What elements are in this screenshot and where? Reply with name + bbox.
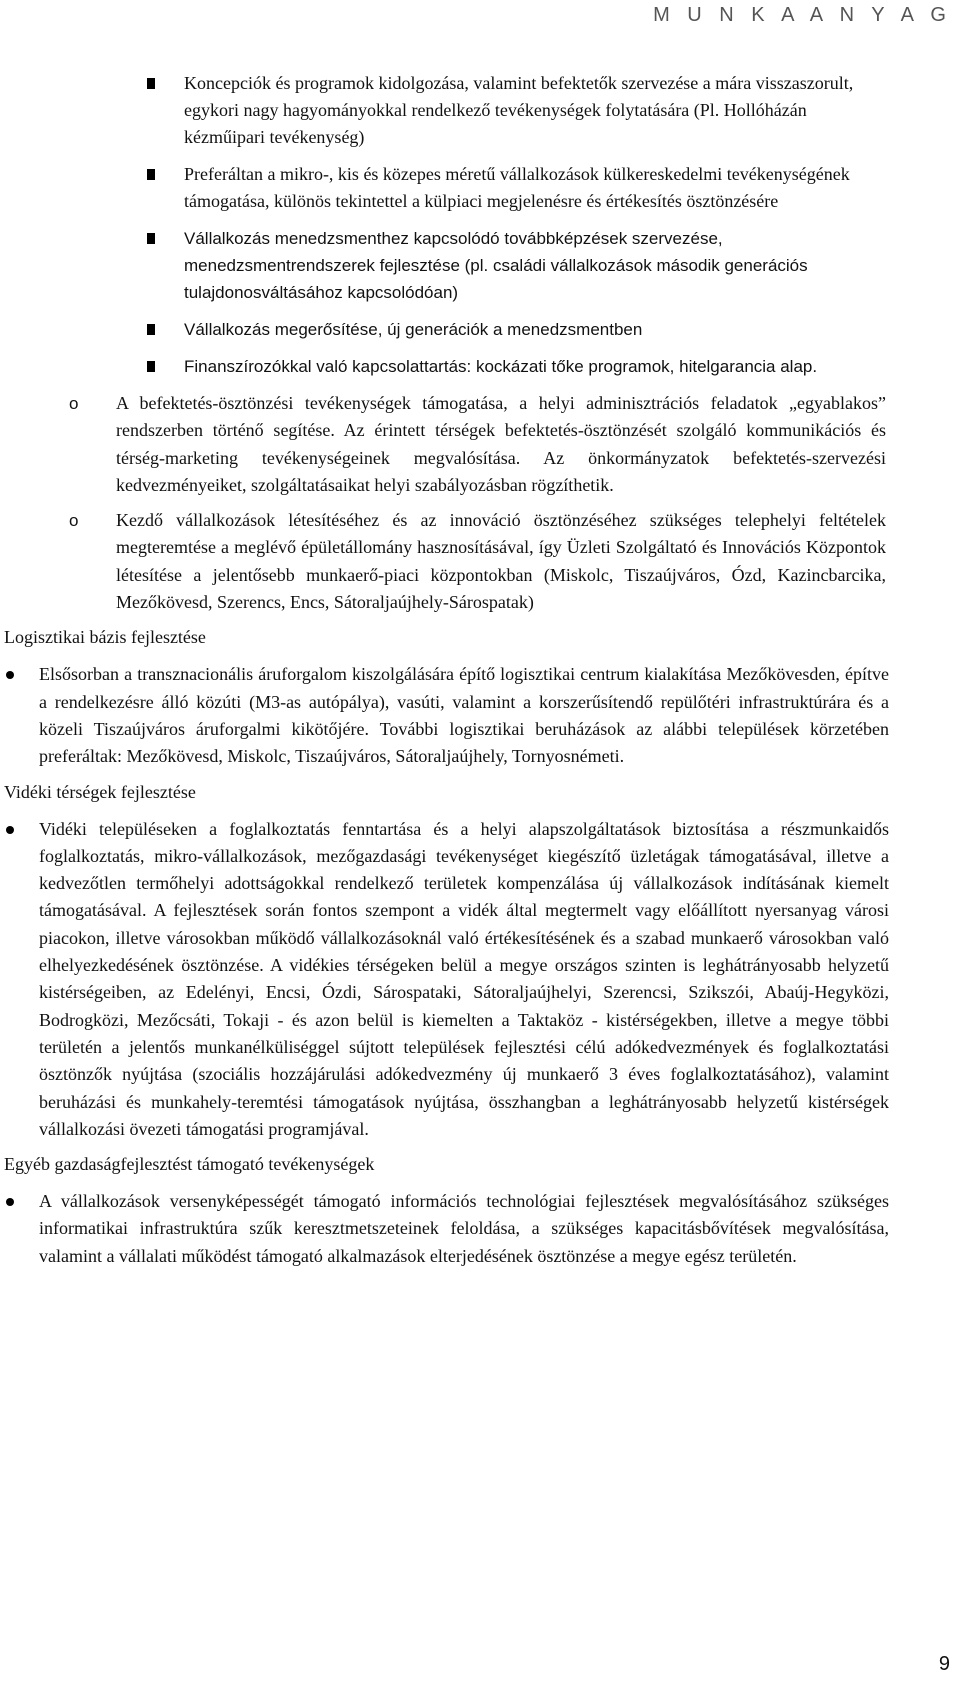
page-number: 9 <box>938 1653 950 1675</box>
round-bullet-icon <box>6 826 14 834</box>
square-bullet-icon <box>147 361 155 372</box>
page-content <box>0 70 960 1278</box>
list-item-text: Vállalkozás megerősítése, új generációk a menedzsmentben <box>184 320 643 339</box>
rural-list <box>0 816 889 1144</box>
square-bullet-icon <box>147 324 155 335</box>
list-item-text: A vállalkozások versenyképességét támogató információs technológiai fejlesztések megvalósításához szükséges informatikai infrastruktúra szűk keresztmetszeteinek feloldása, a szükséges kapacitásbővítések megvalósítása, valamint a vállalati működést támogató alkalmazások elterjedésének ösztönzése a megye egész területén. <box>39 1191 889 1266</box>
list-item <box>184 353 890 380</box>
list-item <box>39 1188 889 1270</box>
circle-outline-bullet-icon: o <box>69 511 79 531</box>
square-bullet-icon <box>147 233 155 244</box>
section-title-other: Egyéb gazdaságfejlesztést támogató tevékenységek <box>4 1154 375 1175</box>
circle-outline-bullet-icon: o <box>69 394 79 413</box>
list-item <box>39 661 889 770</box>
square-bullet-icon <box>147 78 155 89</box>
list-item-text: Kezdő vállalkozások létesítéséhez és az innováció ösztönzéséhez szükséges telephelyi feltételek megteremtése a meglévő épületállomány hasznosításával, így Üzleti Szolgáltató és Innovációs Központok létesítése a jelentősebb munkaerő-piaci központokban (Miskolc, Tiszaújváros, Ózd, Kazincbarcika, Mezőkövesd, Szerencs, Encs, Sátoraljaújhely-Sárospatak) <box>116 510 886 613</box>
list-item <box>184 161 890 215</box>
list-item-text: Finanszírozókkal való kapcsolattartás: kockázati tőke programok, hitelgarancia alap. <box>184 357 818 376</box>
list-item-text: A befektetés-ösztönzési tevékenységek támogatása, a helyi adminisztrációs feladatok „egyablakos” rendszerben történő segítése. Az érintett térségek befektetés-ösztönzését szolgáló kommunikációs és térség-marketing tevékenységeinek megvalósítása. Az önkormányzatok befektetés-szervezési kedvezményeiket, szolgáltatásaikat helyi szabályozásban rögzíthetik. <box>116 393 886 495</box>
round-bullet-icon <box>6 1198 14 1206</box>
list-item-text: Koncepciók és programok kidolgozása, valamint befektetők szervezése a mára visszaszorult, egykori nagy hagyományokkal rendelkező tevékenységek folytatására (Pl. Hollóházán kézműipari tevékenység) <box>184 73 854 147</box>
logistics-list <box>0 661 889 770</box>
list-item-text: Vállalkozás menedzsmenthez kapcsolódó továbbképzések szervezése, menedzsmentrendszerek fejlesztése (pl. családi vállalkozások második generációs tulajdonosváltásához kapcsolódóan) <box>184 229 808 302</box>
list-item <box>69 390 886 499</box>
section-title-logistics: Logisztikai bázis fejlesztése <box>4 627 206 648</box>
list-item <box>184 70 890 151</box>
list-item <box>39 816 889 1144</box>
round-bullet-icon <box>6 671 14 679</box>
points-list <box>0 390 886 616</box>
square-bullet-icon <box>147 169 155 180</box>
measures-list <box>0 70 890 380</box>
list-item-text: Elsősorban a transznacionális áruforgalom kiszolgálására építő logisztikai centrum kialakítása Mezőkövesden, építve a rendelkezésre álló közúti (M3-as autópálya), vasúti, valamint a korszerűsítendő repülőtéri infrastruktúrára és a közeli Tiszaújváros áruforgalmi kikötőjére. További logisztikai beruházások az alábbi települések körzetében preferáltak: Mezőkövesd, Miskolc, Tiszaújváros, Sátoraljaújhely, Tornyosnémeti. <box>39 664 889 767</box>
section-title-rural: Vidéki térségek fejlesztése <box>4 781 196 802</box>
list-item <box>184 316 890 343</box>
list-item-text: Preferáltan a mikro-, kis és közepes méretű vállalkozások külkereskedelmi tevékenységének támogatása, különös tekintettel a külpiaci megjelenésre és értékesítés ösztönzésére <box>184 164 850 211</box>
list-item <box>184 225 890 306</box>
list-item <box>69 507 886 616</box>
other-list <box>0 1188 889 1270</box>
document-header-label: M U N K A A N Y A G <box>653 4 952 26</box>
list-item-text: Vidéki településeken a foglalkoztatás fenntartása és a helyi alapszolgáltatások biztosítása a részmunkaidős foglalkoztatás, mikro-vállalkozások, mezőgazdasági tevékenységet kiegészítő üzletágak támogatásával, illetve a kedvezőtlen termőhelyi adottságokkal rendelkező területek kompenzálása új vállalkozások indításának kiemelt támogatásával. A fejlesztések során fontos szempont a vidék által megtermelt vagy előállított nyersanyag városi piacokon, illetve városokban működő vállalkozásoknál való értékesítésének és a szabad munkaerő városokban való elhelyezkedésének ösztönzése. A vidékies térségeken belül a megye országos szinten is leghátrányosabb helyzetű kistérségeiben, az Edelényi, Encsi, Ózdi, Sárospataki, Sátoraljaújhelyi, Szerencsi, Szikszói, Abaúj-Hegyközi, Bodrogközi, Mezőcsáti, Tokaji - és azon belül is kiemelten a Taktaköz - kistérségekben, illetve a megye többi területén a jelentős munkanélküliséggel sújtott települések fejlesztési célú adókedvezmények és foglalkoztatási ösztönzők nyújtása (szociális hozzájárulási adókedvezmény új munkaerő 3 éves foglalkoztatásához), valamint beruházási és munkahely-teremtési támogatások nyújtása, összhangban a leghátrányosabb helyzetű kistérségek vállalkozási övezeti támogatási programjával. <box>39 818 889 1139</box>
